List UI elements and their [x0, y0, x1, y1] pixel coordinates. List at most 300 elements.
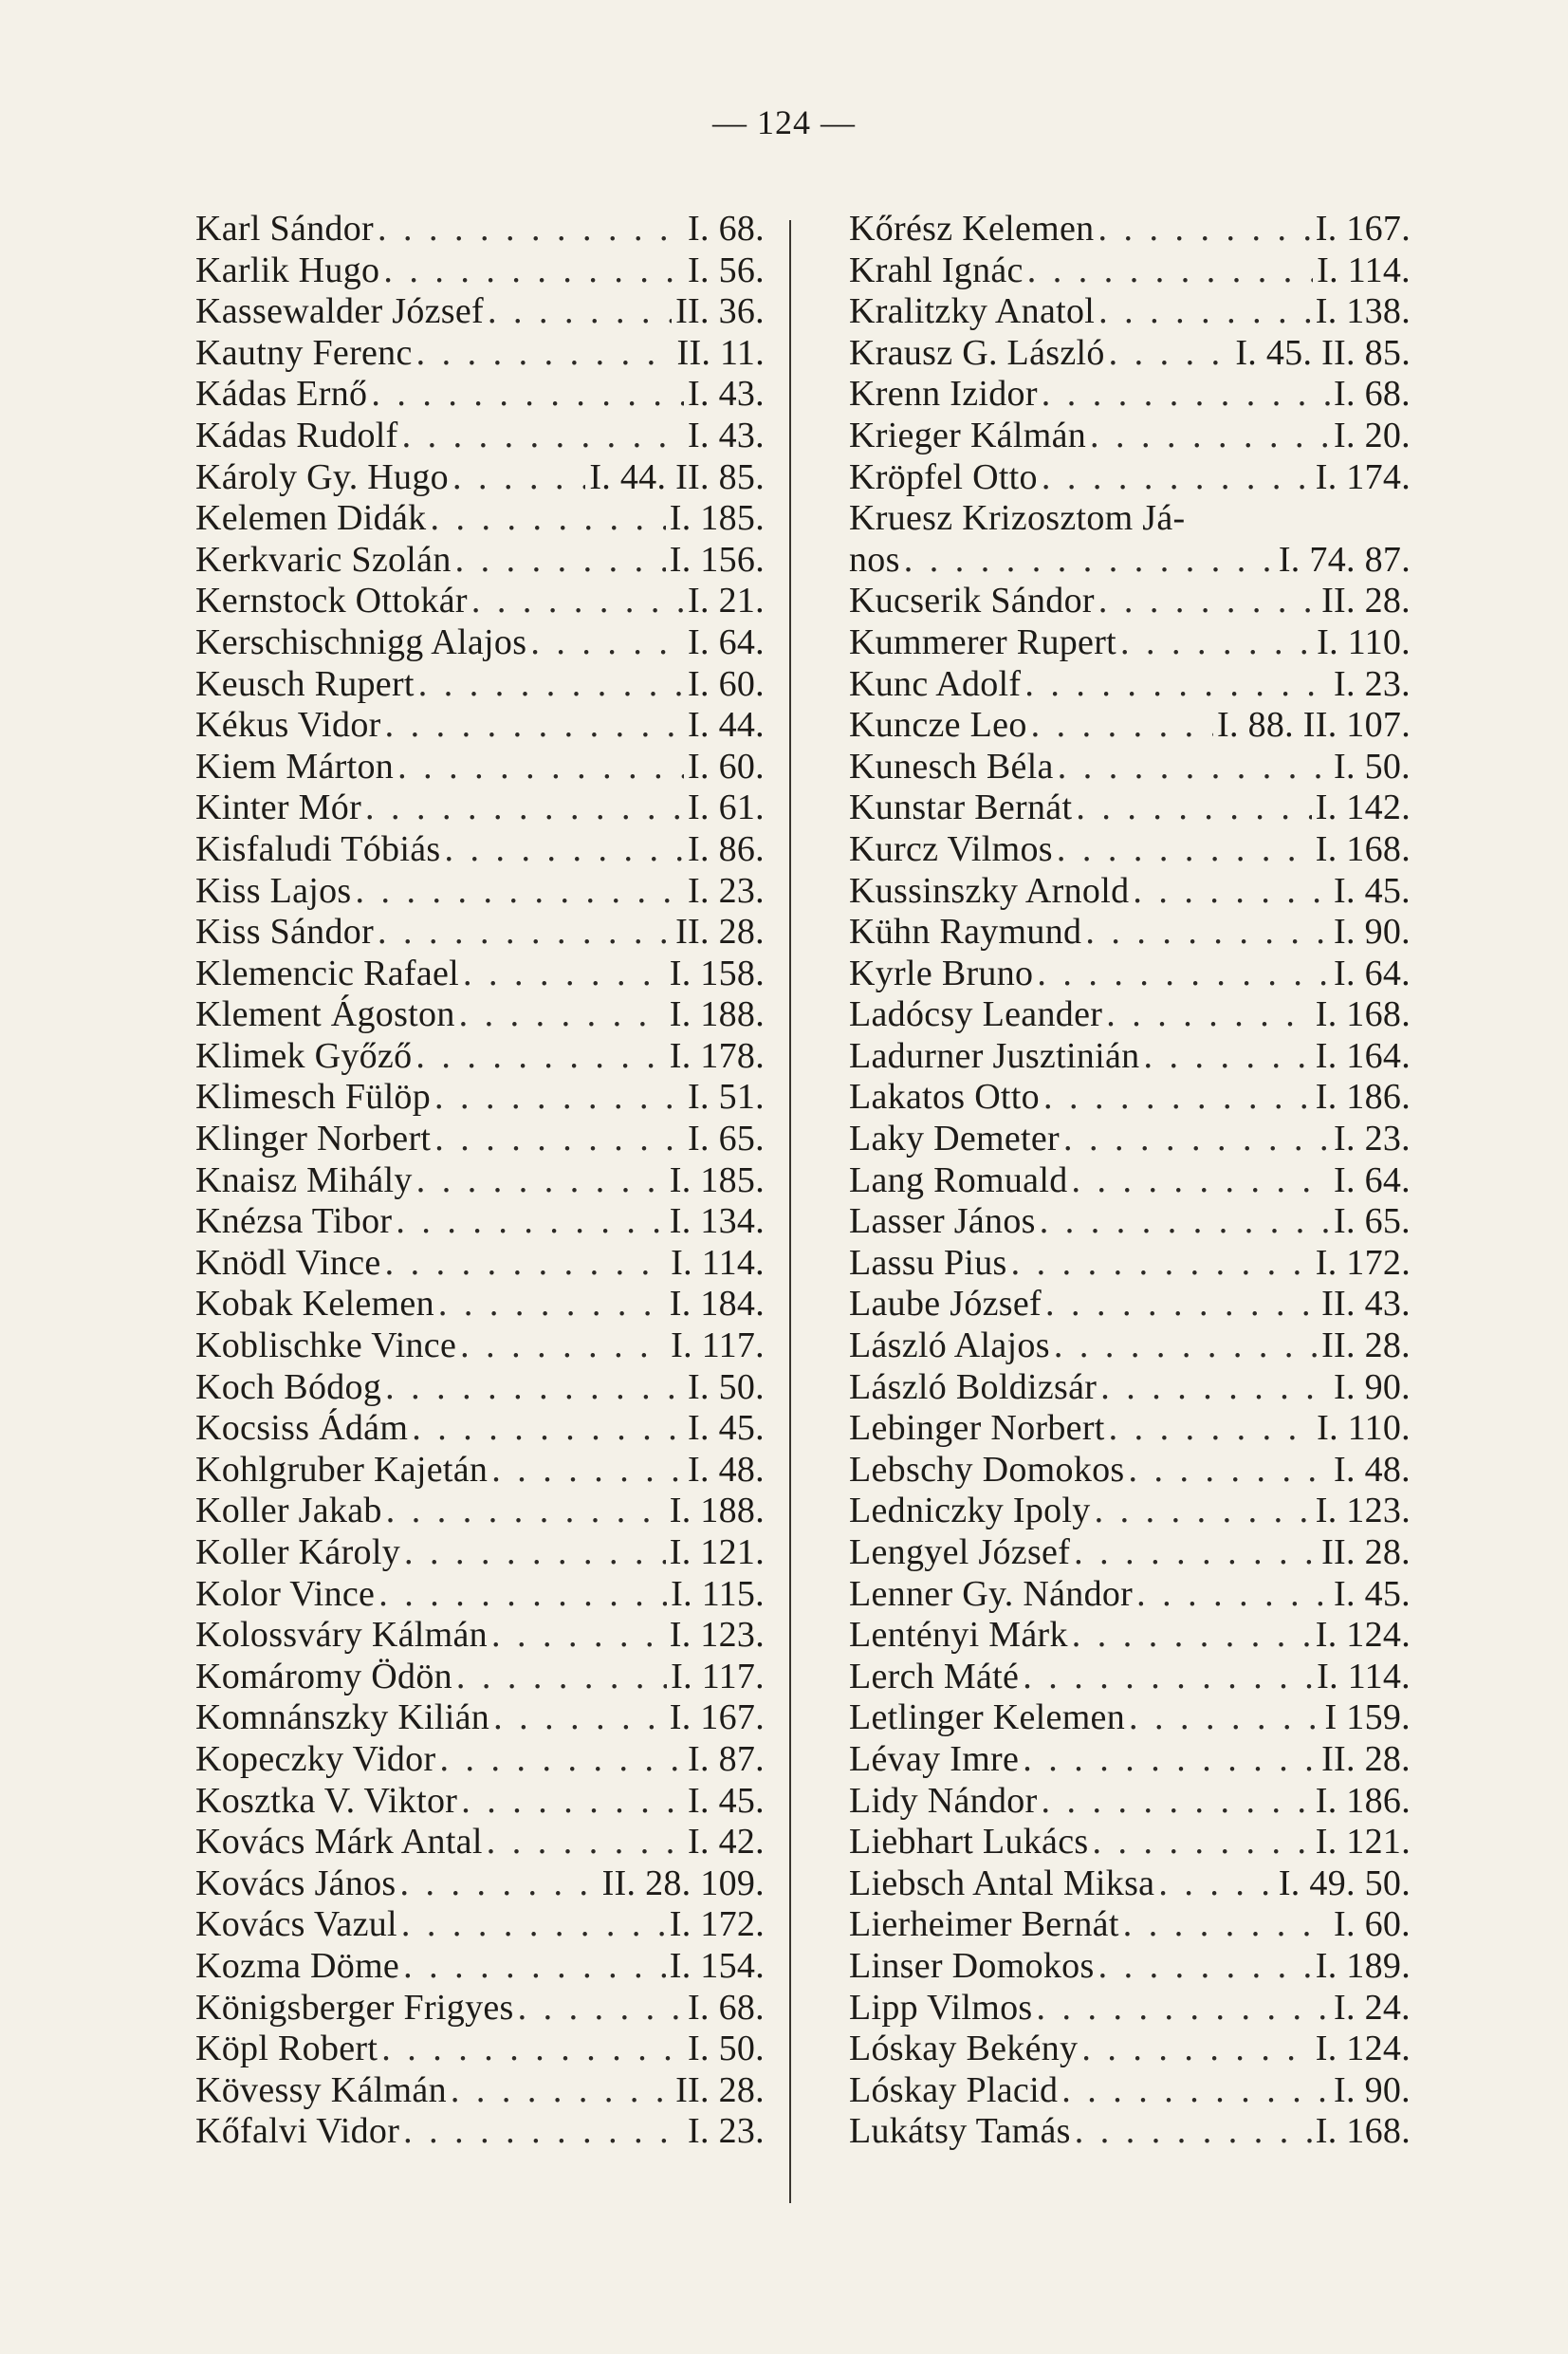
entry-reference: I. 49. 50.: [1278, 1863, 1411, 1903]
entry-name: Kobak Kelemen: [195, 1284, 434, 1325]
entry-reference: I. 172.: [669, 1904, 765, 1945]
entry-name: Kocsiss Ádám: [195, 1408, 409, 1449]
entry-reference: I. 154.: [669, 1945, 765, 1986]
entry-name: Kopeczky Vidor: [195, 1738, 436, 1779]
entry-name: Ladurner Jusztinián: [849, 1035, 1140, 1076]
entry-name: Komáromy Ödön: [195, 1656, 452, 1696]
dot-leader: [1081, 2029, 1311, 2070]
dot-leader: [1037, 1988, 1331, 2030]
entry-reference: I. 156.: [669, 539, 765, 580]
entry-name: Lengyel József: [849, 1532, 1071, 1572]
entry-name: Kucserik Sándor: [849, 581, 1095, 621]
dot-leader: [401, 1904, 666, 1946]
dot-leader: [463, 954, 666, 995]
index-entry: [195, 1615, 765, 1657]
entry-reference: I. 114.: [1317, 1656, 1411, 1696]
entry-reference: I. 68.: [688, 1987, 765, 2028]
index-entry: [195, 829, 765, 871]
entry-name: Lentényi Márk: [849, 1615, 1068, 1656]
index-entry: [849, 1657, 1411, 1698]
index-entry: [195, 333, 765, 375]
index-entry: [195, 1863, 765, 1905]
entry-name: Lipp Vilmos: [849, 1987, 1033, 2028]
dot-leader: [378, 1574, 667, 1616]
entry-name: Lidy Nándor: [849, 1780, 1038, 1821]
dot-leader: [1063, 1119, 1330, 1160]
entry-name: Laky Demeter: [849, 1119, 1060, 1159]
dot-leader: [416, 1160, 666, 1202]
index-entry: [195, 994, 765, 1036]
index-entry: [195, 2029, 765, 2070]
dot-leader: [488, 291, 672, 333]
dot-leader: [1092, 1822, 1311, 1863]
entry-name: Knézsa Tibor: [195, 1201, 393, 1242]
index-entry: [195, 250, 765, 292]
entry-name: Kussinszky Arnold: [849, 870, 1130, 911]
index-entry: [195, 1119, 765, 1160]
dot-leader: [460, 1325, 667, 1367]
entry-reference: I. 61.: [688, 788, 765, 828]
index-entry: [849, 1450, 1411, 1492]
dot-leader: [1072, 1615, 1312, 1657]
entry-reference: I. 50.: [1334, 746, 1411, 787]
index-entry: [849, 2111, 1411, 2153]
index-entry: [195, 498, 765, 540]
entry-name: Linser Domokos: [849, 1945, 1095, 1986]
entry-name: Kádas Rudolf: [195, 415, 398, 455]
entry-reference: I. 64.: [688, 621, 765, 662]
entry-reference: I. 48.: [688, 1449, 765, 1490]
entry-reference: I. 45.: [688, 1780, 765, 1821]
index-entry: [195, 1408, 765, 1450]
entry-reference: I. 121.: [669, 1532, 765, 1572]
index-entry: [195, 1574, 765, 1616]
index-entry: [849, 2070, 1411, 2112]
entry-reference: I. 138.: [1315, 291, 1411, 332]
dot-leader: [1109, 333, 1232, 375]
index-entry: [849, 2029, 1411, 2070]
entry-reference: I. 86.: [688, 828, 765, 869]
index-entry: [849, 1119, 1411, 1160]
index-entry: [849, 1491, 1411, 1532]
entry-reference: I. 117.: [671, 1325, 765, 1366]
dot-leader: [385, 1243, 668, 1285]
entry-name: Lukátsy Tamás: [849, 2111, 1071, 2152]
dot-leader: [403, 2111, 684, 2153]
index-entry: [195, 1988, 765, 2030]
index-entry: [195, 416, 765, 457]
dot-leader: [383, 250, 684, 292]
entry-name: Kolossváry Kálmán: [195, 1615, 488, 1656]
entry-name: Lévay Imre: [849, 1738, 1020, 1779]
entry-reference: I. 45. II. 85.: [1235, 332, 1411, 373]
dot-leader: [365, 788, 684, 829]
entry-name: Lebschy Domokos: [849, 1449, 1125, 1490]
entry-reference: I. 90.: [1334, 1366, 1411, 1407]
entry-name: Kőrész Kelemen: [849, 209, 1095, 249]
entry-reference: I. 117.: [671, 1656, 765, 1696]
index-entry: [195, 871, 765, 913]
entry-reference: I. 23.: [688, 2111, 765, 2152]
entry-reference: I. 60.: [688, 663, 765, 704]
dot-leader: [356, 871, 685, 913]
index-entry: [849, 250, 1411, 292]
index-entry: [195, 540, 765, 582]
index-entry: [849, 1532, 1411, 1574]
entry-name: Lóskay Bekény: [849, 2029, 1079, 2069]
dot-leader: [518, 1988, 684, 2030]
entry-reference: I 159.: [1324, 1697, 1411, 1738]
entry-name: Kerschischnigg Alajos: [195, 621, 527, 662]
index-entry: [849, 1697, 1411, 1739]
index-entry: [849, 1408, 1411, 1450]
entry-name: Lassu Pius: [849, 1242, 1007, 1283]
entry-reference: I. 51.: [688, 1077, 765, 1118]
entry-name: Klimek Győző: [195, 1035, 413, 1076]
index-entry: [849, 747, 1411, 788]
entry-name: Kövessy Kálmán: [195, 2069, 447, 2110]
dot-leader: [415, 1036, 665, 1078]
entry-reference: II. 11.: [676, 332, 765, 373]
entry-reference: I. 23.: [1334, 663, 1411, 704]
dot-leader: [1129, 1697, 1321, 1739]
entry-name: Klemencic Rafael: [195, 953, 460, 993]
entry-name: Kozma Döme: [195, 1945, 400, 1986]
dot-leader: [403, 1946, 666, 1988]
dot-leader: [434, 1077, 684, 1119]
entry-reference: I. 114.: [671, 1242, 765, 1283]
dot-leader: [1098, 209, 1311, 250]
dot-leader: [1075, 2111, 1312, 2153]
index-entry: [195, 1946, 765, 1988]
entry-reference: II. 28. 109.: [601, 1863, 765, 1903]
entry-name: Koller Károly: [195, 1532, 400, 1572]
index-entry: [849, 291, 1411, 333]
index-entry: [849, 994, 1411, 1036]
entry-reference: I. 174.: [1315, 456, 1411, 497]
index-entry: [849, 1988, 1411, 2030]
entry-name: Kádas Ernő: [195, 374, 368, 415]
dot-leader: [1054, 1325, 1318, 1367]
entry-reference: I. 134.: [669, 1201, 765, 1242]
dot-leader: [1106, 994, 1312, 1036]
entry-name: Lerch Máté: [849, 1656, 1020, 1696]
index-entry: [195, 664, 765, 706]
entry-reference: I. 110.: [1317, 1408, 1411, 1449]
dot-leader: [1143, 1036, 1311, 1078]
entry-name: Knödl Vince: [195, 1242, 381, 1283]
dot-leader: [1123, 1904, 1330, 1946]
entry-name: Kovács Vazul: [195, 1904, 397, 1945]
dot-leader: [416, 333, 673, 375]
entry-reference: I. 45.: [1334, 1573, 1411, 1614]
entry-reference: I. 142.: [1315, 788, 1411, 828]
index-entry: [849, 912, 1411, 954]
dot-leader: [404, 1532, 666, 1574]
entry-name: Krenn Izidor: [849, 374, 1038, 415]
entry-name: Kernstock Ottokár: [195, 581, 468, 621]
entry-name: Ledniczky Ipoly: [849, 1491, 1091, 1531]
dot-leader: [1109, 1408, 1314, 1450]
dot-leader: [1024, 664, 1330, 706]
entry-name: Kékus Vidor: [195, 705, 381, 746]
index-entry: [195, 1739, 765, 1781]
entry-reference: I. 68.: [1334, 374, 1411, 415]
index-entry: [195, 705, 765, 747]
index-entry: [849, 664, 1411, 706]
entry-reference: I. 42.: [688, 1822, 765, 1863]
entry-name: Karlik Hugo: [195, 250, 380, 290]
index-entry: [195, 1367, 765, 1409]
entry-name: Kisfaludi Tóbiás: [195, 828, 441, 869]
page-number: — 124 —: [712, 103, 856, 141]
entry-reference: II. 28.: [1321, 1738, 1411, 1779]
entry-name: Lasser János: [849, 1201, 1036, 1242]
index-entry: [849, 1904, 1411, 1946]
index-entry: [849, 209, 1411, 250]
entry-reference: I. 44.: [688, 705, 765, 746]
dot-leader: [412, 1408, 684, 1450]
dot-leader: [451, 2070, 672, 2112]
entry-reference: I. 45.: [688, 1408, 765, 1449]
index-entry: [195, 1904, 765, 1946]
dot-leader: [1040, 1201, 1330, 1243]
entry-name: Kralitzky Anatol: [849, 291, 1096, 332]
entry-name: Kühn Raymund: [849, 912, 1082, 953]
dot-leader: [456, 1657, 667, 1698]
entry-reference: I. 168.: [1315, 994, 1411, 1035]
dot-leader: [1045, 1284, 1318, 1325]
index-entry: [195, 1325, 765, 1367]
index-entry: [195, 2111, 765, 2153]
index-entry: [849, 1822, 1411, 1863]
index-entry: [195, 1160, 765, 1202]
index-entry: [849, 1284, 1411, 1325]
dot-leader: [1098, 1946, 1312, 1988]
entry-name: Kosztka V. Viktor: [195, 1780, 458, 1821]
entry-name: Koller Jakab: [195, 1491, 382, 1531]
dot-leader: [1136, 1574, 1330, 1616]
entry-reference: I. 43.: [688, 374, 765, 415]
entry-name: Kruesz Krizosztom Já-: [849, 498, 1186, 539]
entry-name: Kyrle Bruno: [849, 953, 1034, 993]
entry-reference: I. 74. 87.: [1278, 539, 1411, 580]
entry-reference: I. 64.: [1334, 953, 1411, 993]
index-entry: [849, 954, 1411, 995]
entry-name: Koch Bódog: [195, 1366, 382, 1407]
entry-reference: II. 43.: [1321, 1284, 1411, 1325]
index-entry: [849, 1781, 1411, 1823]
entry-reference: I. 64.: [1334, 1159, 1411, 1200]
index-column-right: [849, 209, 1411, 2153]
index-entry: [195, 622, 765, 664]
index-entry: [849, 1036, 1411, 1078]
entry-reference: I. 172.: [1315, 1242, 1411, 1283]
index-entry: [849, 1574, 1411, 1616]
dot-leader: [1043, 1077, 1312, 1119]
entry-reference: I. 185.: [669, 498, 765, 539]
dot-leader: [1058, 747, 1330, 788]
entry-reference: I. 44. II. 85.: [589, 456, 765, 497]
entry-reference: I. 186.: [1315, 1077, 1411, 1118]
dot-leader: [1085, 912, 1330, 954]
dot-leader: [438, 1284, 666, 1325]
index-entry: [195, 1243, 765, 1285]
index-entry: [849, 1739, 1411, 1781]
index-entry: [849, 498, 1411, 540]
entry-reference: I. 188.: [669, 994, 765, 1035]
dot-leader: [371, 374, 684, 416]
index-entry: [195, 788, 765, 829]
entry-reference: I. 167.: [669, 1697, 765, 1738]
entry-reference: I. 87.: [688, 1738, 765, 1779]
entry-name: Kunesch Béla: [849, 746, 1054, 787]
entry-name: Kovács János: [195, 1863, 397, 1903]
index-entry: [849, 457, 1411, 499]
dot-leader: [1074, 1532, 1318, 1574]
dot-leader: [1100, 1367, 1330, 1409]
entry-name: Károly Gy. Hugo: [195, 456, 449, 497]
entry-name: Letlinger Kelemen: [849, 1697, 1126, 1738]
index-entry: [849, 829, 1411, 871]
index-entry: [849, 1325, 1411, 1367]
index-entry: [195, 374, 765, 416]
entry-reference: II. 28.: [675, 912, 765, 953]
entry-name: Lebinger Norbert: [849, 1408, 1105, 1449]
index-entry: [195, 747, 765, 788]
entry-reference: I. 60.: [688, 746, 765, 787]
index-entry: [849, 1946, 1411, 1988]
entry-name: Ladócsy Leander: [849, 994, 1103, 1035]
dot-leader: [385, 705, 684, 747]
dot-leader: [455, 540, 666, 582]
index-entry: [195, 1450, 765, 1492]
index-entry: [195, 1532, 765, 1574]
dot-leader: [381, 2029, 684, 2070]
entry-reference: I. 123.: [669, 1615, 765, 1656]
entry-reference: I. 24.: [1334, 1987, 1411, 2028]
entry-reference: I. 23.: [1334, 1119, 1411, 1159]
entry-name: Kohlgruber Kajetán: [195, 1449, 489, 1490]
dot-leader: [434, 1119, 684, 1160]
entry-name: László Alajos: [849, 1325, 1050, 1366]
dot-leader: [487, 1822, 684, 1863]
dot-leader: [1133, 871, 1330, 913]
entry-reference: I. 21.: [688, 581, 765, 621]
entry-name: Komnánszky Kilián: [195, 1697, 490, 1738]
dot-leader: [402, 416, 684, 457]
index-entry: [195, 1697, 765, 1739]
entry-name: Krahl Ignác: [849, 250, 1024, 290]
entry-name: Kelemen Didák: [195, 498, 427, 539]
dot-leader: [418, 664, 684, 706]
dot-leader: [378, 209, 684, 250]
index-entry: [849, 788, 1411, 829]
entry-name: Knaisz Mihály: [195, 1159, 413, 1200]
entry-name: Lierheimer Bernát: [849, 1904, 1119, 1945]
entry-reference: I. 50.: [688, 1366, 765, 1407]
entry-name: Klement Ágoston: [195, 994, 455, 1035]
index-entry: [849, 705, 1411, 747]
dot-leader: [397, 747, 684, 788]
entry-reference: I. 90.: [1334, 912, 1411, 953]
entry-reference: I. 45.: [1334, 870, 1411, 911]
dot-leader: [1023, 1657, 1313, 1698]
index-entry: [849, 1160, 1411, 1202]
entry-name: Kiem Márton: [195, 746, 395, 787]
index-entry: [849, 1077, 1411, 1119]
entry-name: Krieger Kálmán: [849, 415, 1087, 455]
dot-leader: [396, 1201, 665, 1243]
entry-name: Kolor Vince: [195, 1573, 376, 1614]
entry-name: Kautny Ferenc: [195, 332, 413, 373]
entry-name: Kerkvaric Szolán: [195, 539, 452, 580]
dot-leader: [378, 912, 672, 954]
entry-name: Klimesch Fülöp: [195, 1077, 432, 1118]
entry-name: Krausz G. László: [849, 332, 1105, 373]
entry-name: Lenner Gy. Nándor: [849, 1573, 1134, 1614]
entry-reference: I. 158.: [669, 953, 765, 993]
dot-leader: [1095, 1491, 1312, 1532]
entry-name: Kunstar Bernát: [849, 788, 1073, 828]
entry-name: Kummerer Rupert: [849, 621, 1117, 662]
dot-leader: [444, 829, 684, 871]
entry-reference: I. 184.: [669, 1284, 765, 1325]
index-entry: [849, 333, 1411, 375]
dot-leader: [1158, 1863, 1275, 1905]
dot-leader: [1042, 374, 1330, 416]
entry-name: Liebsch Antal Miksa: [849, 1863, 1155, 1903]
index-entry: [849, 416, 1411, 457]
entry-reference: I. 110.: [1317, 621, 1411, 662]
entry-reference: I. 90.: [1334, 2069, 1411, 2110]
dot-leader: [452, 457, 585, 499]
dot-leader: [491, 1450, 684, 1492]
entry-name: Kurcz Vilmos: [849, 828, 1053, 869]
dot-leader: [1072, 1160, 1331, 1202]
index-entry: [849, 871, 1411, 913]
index-entry: [195, 1201, 765, 1243]
dot-leader: [1129, 1450, 1331, 1492]
entry-name: Kinter Mór: [195, 788, 362, 828]
dot-leader: [459, 994, 666, 1036]
dot-leader: [530, 622, 684, 664]
dot-leader: [1090, 416, 1330, 457]
entry-name: Karl Sándor: [195, 209, 374, 249]
entry-name: Klinger Norbert: [195, 1119, 432, 1159]
index-entry: [195, 1284, 765, 1325]
dot-leader: [1023, 1739, 1318, 1781]
index-entry: [849, 622, 1411, 664]
index-entry: [195, 1657, 765, 1698]
index-entry: [195, 954, 765, 995]
entry-name: Koblischke Vince: [195, 1325, 457, 1366]
entry-reference: I. 188.: [669, 1491, 765, 1531]
entry-reference: I. 65.: [1334, 1201, 1411, 1242]
entry-name: Keusch Rupert: [195, 663, 415, 704]
dot-leader: [1098, 581, 1318, 622]
dot-leader: [386, 1491, 666, 1532]
dot-leader: [1057, 829, 1312, 871]
dot-leader: [400, 1863, 599, 1905]
entry-name: Kröpfel Otto: [849, 456, 1038, 497]
index-entry: [195, 1822, 765, 1863]
entry-reference: II. 28.: [1321, 1532, 1411, 1572]
index-entry: [195, 209, 765, 250]
entry-name: Laube József: [849, 1284, 1042, 1325]
entry-reference: I. 48.: [1334, 1449, 1411, 1490]
entry-name: Liebhart Lukács: [849, 1822, 1089, 1863]
